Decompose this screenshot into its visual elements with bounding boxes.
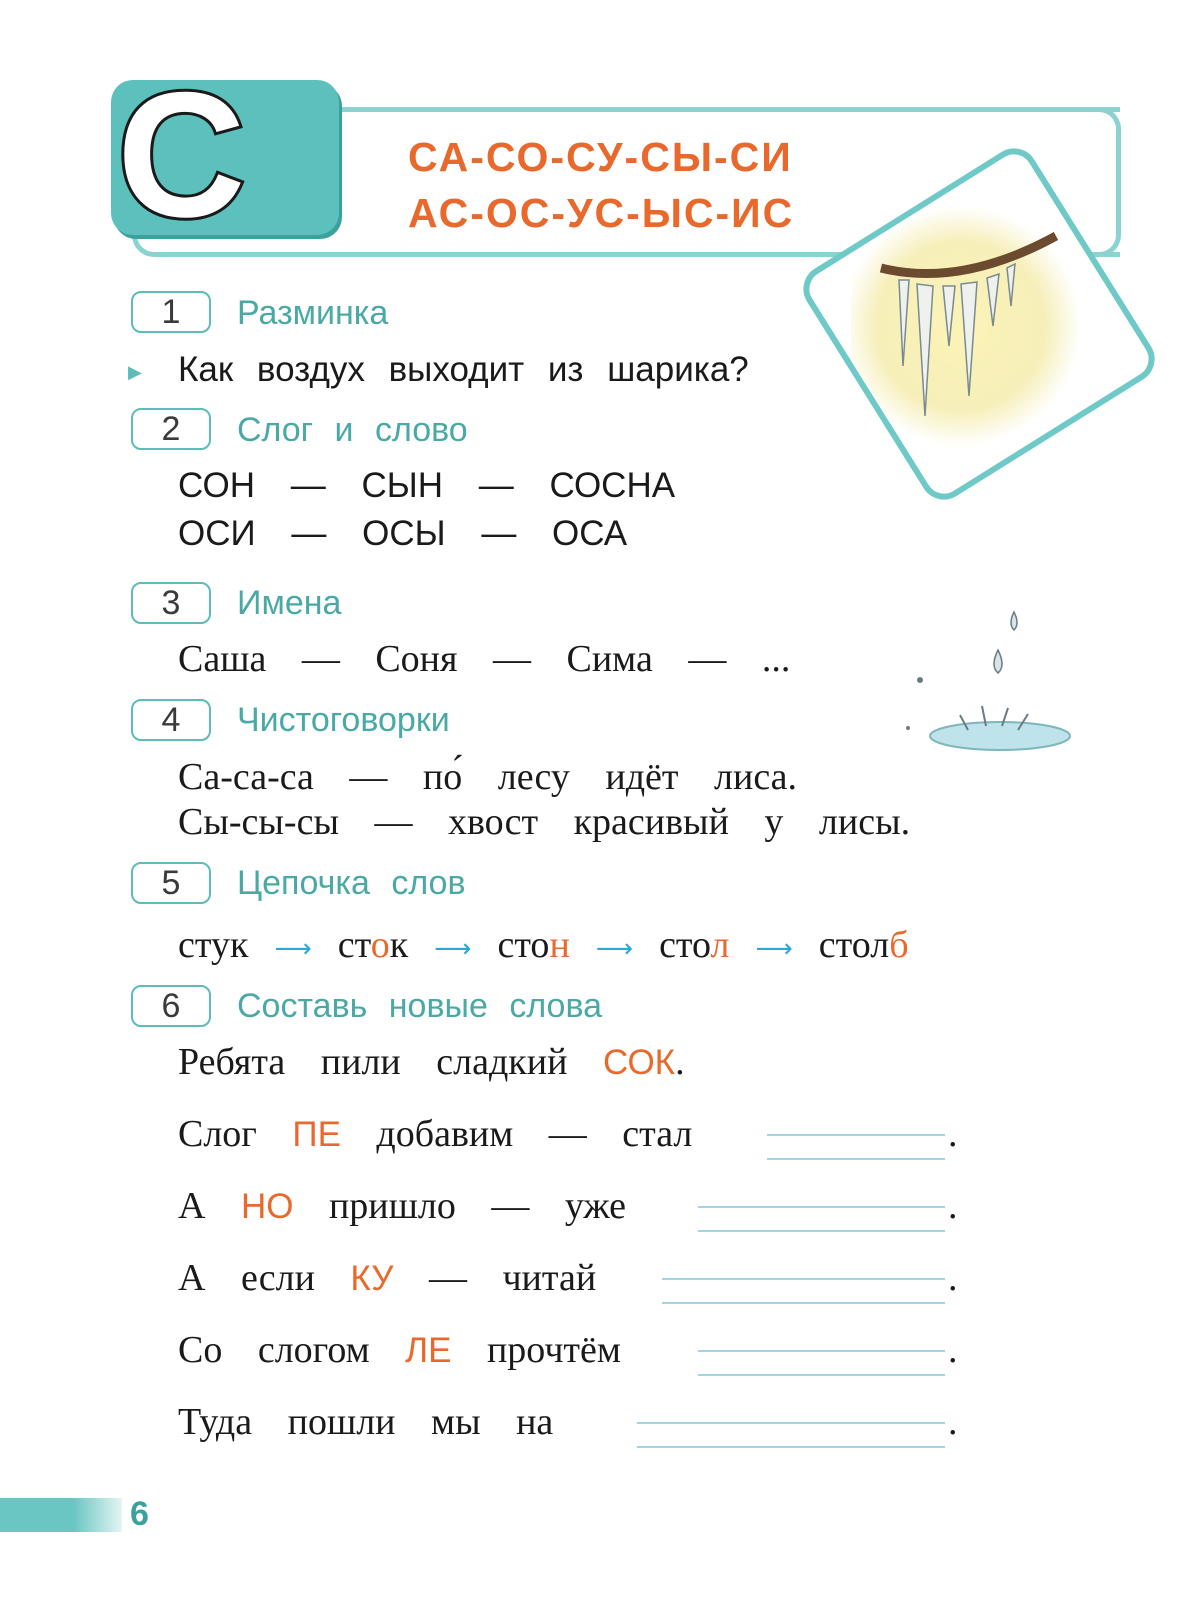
task-2-line-1: СОН — СЫН — СОСНА	[178, 466, 676, 505]
period: .	[948, 1185, 958, 1227]
task-5-title: Цепочка слов	[237, 864, 466, 902]
answer-blank-2[interactable]	[698, 1206, 945, 1232]
bullet-icon: ▶	[128, 362, 142, 382]
task-2-title: Слог и слово	[237, 411, 468, 449]
answer-blank-3[interactable]	[662, 1278, 945, 1304]
task-3-text: Саша — Соня — Сима — ...	[178, 638, 791, 680]
answer-blank-4[interactable]	[698, 1350, 945, 1376]
task-2-badge: 2	[131, 408, 211, 450]
task-2-line-2: ОСИ — ОСЫ — ОСА	[178, 514, 628, 553]
task-3-title: Имена	[237, 584, 342, 622]
page-number: 6	[130, 1495, 149, 1533]
header-letter: С	[117, 55, 246, 254]
letter-tile	[111, 55, 339, 254]
period: .	[948, 1113, 958, 1155]
word-chain	[178, 923, 909, 967]
task-4-line-1: Са-са-са — по́ лесу идёт лиса.	[178, 756, 798, 798]
task-1-title: Разминка	[237, 294, 389, 332]
task-1-text: Как воздух выходит из шарика?	[178, 350, 749, 389]
arrow-right-icon: ⟶	[274, 934, 312, 964]
compose-line-6: Туда пошли мы на	[178, 1401, 554, 1443]
arrow-right-icon: ⟶	[595, 934, 634, 964]
period: .	[948, 1329, 958, 1371]
compose-line-1: Ребята пили сладкий СОК.	[178, 1041, 685, 1083]
period: .	[948, 1401, 958, 1443]
syllables-line-2: АС-ОС-УС-ЫС-ИС	[408, 190, 795, 236]
task-1-badge: 1	[131, 291, 211, 333]
syllables-line-1: СА-СО-СУ-СЫ-СИ	[408, 134, 793, 180]
task-3-badge: 3	[131, 582, 211, 624]
chain-word-3: стон	[497, 924, 570, 966]
chain-word-5: столб	[818, 924, 909, 966]
task-6-badge: 6	[131, 985, 211, 1027]
task-6-title: Составь новые слова	[237, 987, 603, 1025]
task-5-badge: 5	[131, 862, 211, 904]
chain-word-1: стук	[178, 924, 249, 966]
arrow-right-icon: ⟶	[755, 934, 793, 964]
arrow-right-icon: ⟶	[434, 934, 472, 964]
compose-line-3: А НО пришло — уже	[178, 1185, 626, 1227]
task-4-title: Чистоговорки	[237, 701, 450, 739]
compose-line-2: Слог ПЕ добавим — стал	[178, 1113, 693, 1155]
period: .	[948, 1257, 958, 1299]
chain-word-4: стол	[659, 924, 730, 966]
compose-line-4: А если КУ — читай	[178, 1257, 597, 1299]
chain-word-2: сток	[337, 924, 409, 966]
answer-blank-1[interactable]	[767, 1134, 945, 1160]
page-number-bar	[0, 1498, 122, 1532]
task-4-line-2: Сы-сы-сы — хвост красивый у лисы.	[178, 801, 911, 843]
water-drops-picture	[890, 610, 1080, 760]
compose-line-5: Со слогом ЛЕ прочтём	[178, 1329, 621, 1371]
answer-blank-5[interactable]	[637, 1422, 945, 1448]
task-4-badge: 4	[131, 699, 211, 741]
